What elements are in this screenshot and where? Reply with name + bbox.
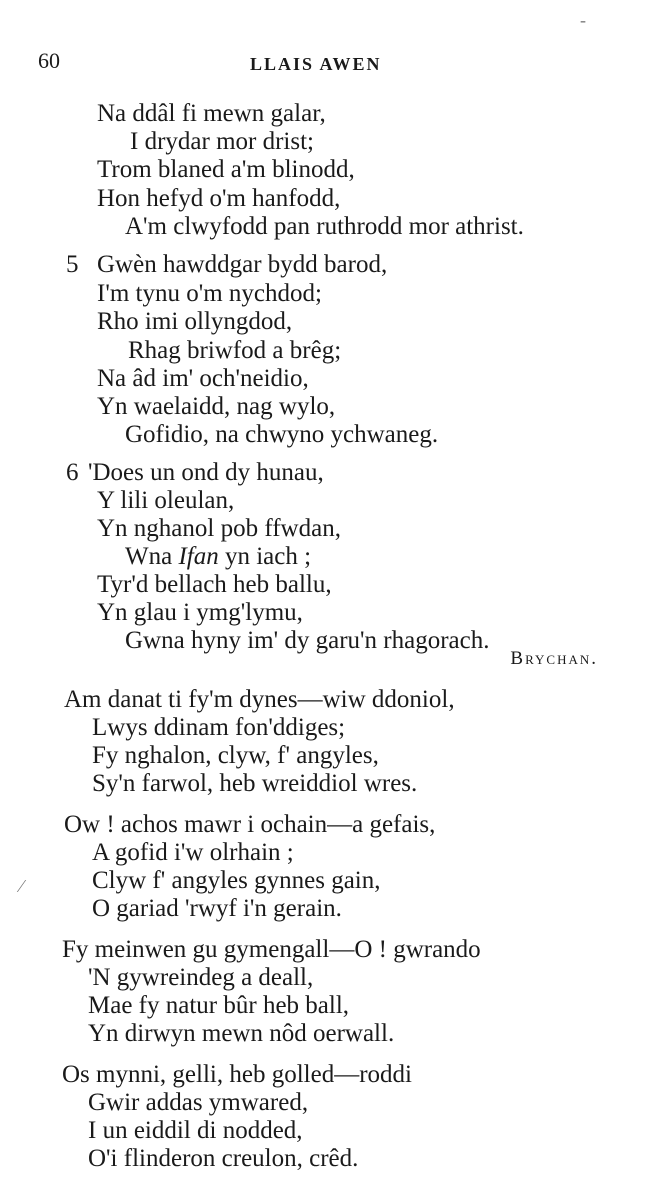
poem-line: A gofid i'w olrhain ; (92, 839, 294, 866)
poem-line: Yn glau i ymg'lymu, (97, 599, 303, 626)
poem-line: I un eiddil di nodded, (88, 1117, 303, 1144)
stanza-number: 5 (66, 251, 79, 278)
poem-line: Fy nghalon, clyw, f' angyles, (92, 742, 379, 769)
poem-line: Tyr'd bellach heb ballu, (97, 571, 332, 598)
poem-line: Sy'n farwol, heb wreiddiol wres. (92, 770, 418, 797)
poem-line: Ow ! achos mawr i ochain—a gefais, (64, 811, 436, 838)
poem-line: O gariad 'rwyf i'n gerain. (92, 895, 342, 922)
poem-line: Gwna hyny im' dy garu'n rhagorach. (125, 627, 490, 654)
poem-line: Clyw f' angyles gynnes gain, (92, 867, 381, 894)
poem-line-end: yn iach ; (218, 543, 312, 570)
poem-line: Gofidio, na chwyno ychwaneg. (125, 421, 439, 448)
poem-line: Y lili oleulan, (97, 487, 235, 514)
poem-line: A'm clwyfodd pan ruthrodd mor athrist. (125, 213, 524, 240)
poem-line: Gwir addas ymwared, (88, 1089, 309, 1116)
poem-line: Rhag briwfod a brêg; (128, 337, 342, 364)
poem-line (125, 542, 311, 572)
poem-line: Os mynni, gelli, heb golled—roddi (62, 1061, 412, 1088)
poem-line: I'm tynu o'm nychdod; (97, 280, 322, 307)
poem-line: 'Does un ond dy hunau, (88, 459, 324, 486)
poem-line: I drydar mor drist; (130, 128, 314, 155)
italic-name: Ifan (178, 543, 219, 570)
poem-line: Am danat ti fy'm dynes—wiw ddoniol, (64, 686, 455, 713)
running-head: LLAIS AWEN (250, 54, 382, 74)
stray-print-mark: ⁄ (20, 876, 24, 896)
poem-line: Na ddâl fi mewn galar, (97, 100, 326, 127)
page-number: 60 (38, 48, 60, 73)
poem-line: Yn dirwyn mewn nôd oerwall. (88, 1020, 395, 1047)
poem-line: 'N gywreindeg a deall, (88, 964, 314, 991)
attribution: Brychan. (510, 648, 598, 669)
poem-line: Fy meinwen gu gymengall—O ! gwrando (62, 936, 481, 963)
poem-line-start: Wna (125, 543, 179, 570)
stanza-number: 6 (66, 459, 79, 486)
poem-line: Mae fy natur bûr heb ball, (88, 992, 350, 1019)
stray-print-mark: - (580, 10, 586, 30)
poem-line: O'i flinderon creulon, crêd. (88, 1145, 359, 1172)
poem-line: Lwys ddinam fon'ddiges; (92, 714, 346, 741)
poem-line: Na âd im' och'neidio, (97, 365, 309, 392)
poem-line: Trom blaned a'm blinodd, (97, 156, 355, 183)
poem-line: Yn nghanol pob ffwdan, (97, 515, 341, 542)
poem-line: Gwèn hawddgar bydd barod, (97, 251, 388, 278)
poem-line: Hon hefyd o'm hanfodd, (97, 185, 341, 212)
poem-line: Rho imi ollyngdod, (97, 308, 293, 335)
poem-line: Yn waelaidd, nag wylo, (97, 393, 336, 420)
